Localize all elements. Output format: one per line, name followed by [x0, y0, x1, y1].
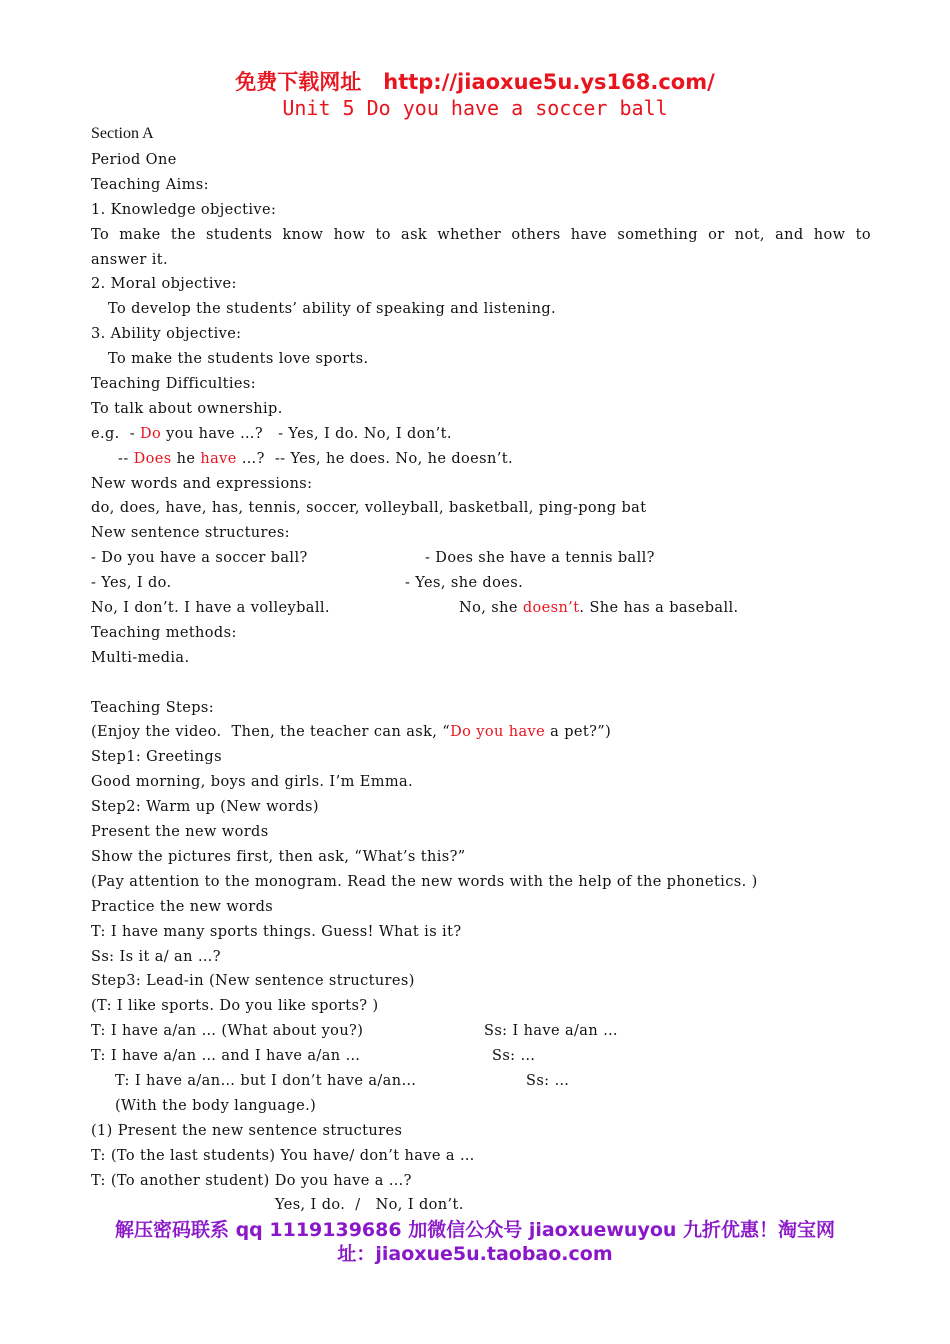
video-b: a pet?”)	[545, 724, 612, 741]
dialog-3-right: Ss: …	[526, 1072, 570, 1089]
steps-heading: Teaching Steps:	[91, 699, 215, 716]
dialog-2-right: Ss: …	[492, 1048, 536, 1065]
video-a: (Enjoy the video. Then, the teacher can ask, “	[91, 724, 451, 741]
methods-heading: Teaching methods:	[91, 624, 237, 641]
example-line-1	[91, 422, 871, 447]
dialog-row-2	[91, 1044, 871, 1069]
moral-text: To develop the students’ ability of speaking and listening.	[108, 301, 557, 318]
eg1-rest: you have …? - Yes, I do. No, I don’t.	[161, 425, 452, 442]
difficulties-heading: Teaching Difficulties:	[91, 376, 257, 393]
video-line	[91, 720, 871, 745]
eg1-prefix: e.g. -	[91, 425, 141, 442]
present-words: Present the new words	[91, 824, 269, 841]
practice-words: Practice the new words	[91, 898, 274, 915]
body-language: (With the body language.)	[115, 1097, 317, 1114]
structure-2-left: - Yes, I do.	[91, 575, 172, 592]
structure-3-right	[459, 596, 739, 621]
eg2-have: have	[200, 450, 237, 467]
example-line-2	[91, 447, 871, 472]
eg2-prefix: --	[108, 450, 134, 467]
period-line: Period One	[91, 152, 177, 168]
show-pictures: Show the pictures first, then ask, “What’s this?”	[91, 848, 466, 865]
greeting-line: Good morning, boys and girls. I’m Emma.	[91, 774, 414, 791]
teacher-sports: T: I have many sports things. Guess! What is it?	[91, 923, 462, 940]
step3-heading: Step3: Lead-in (New sentence structures)	[91, 973, 415, 990]
structure-row-2	[91, 571, 871, 596]
students-guess: Ss: Is it a/ an …?	[91, 948, 221, 965]
yes-no-answer: Yes, I do. / No, I don’t.	[275, 1197, 464, 1214]
header-download	[0, 66, 950, 96]
eg2-rest: …? -- Yes, he does. No, he doesn’t.	[236, 450, 513, 467]
present-structures: (1) Present the new sentence structures	[91, 1122, 403, 1139]
dialog-1-right: Ss: I have a/an …	[484, 1023, 618, 1040]
page-title: Unit 5 Do you have a soccer ball	[282, 96, 668, 120]
dialog-1-left: T: I have a/an … (What about you?)	[91, 1023, 364, 1040]
structure-row-1	[91, 546, 871, 571]
ability-heading: 3. Ability objective:	[91, 326, 242, 343]
structure-3-left: No, I don’t. I have a volleyball.	[91, 600, 330, 617]
aims-heading: Teaching Aims:	[91, 176, 209, 193]
dialog-2-left: T: I have a/an … and I have a/an …	[91, 1048, 361, 1065]
words-list: do, does, have, has, tennis, soccer, volleyball, basketball, ping-pong bat	[91, 500, 647, 517]
ability-text: To make the students love sports.	[108, 351, 369, 368]
teacher-another: T: (To another student) Do you have a …?	[91, 1172, 412, 1189]
dialog-row-1	[91, 1019, 871, 1044]
structure-3-right-red: doesn’t	[522, 600, 580, 617]
footer-line-2[interactable]: 址：jiaoxue5u.taobao.com	[337, 1243, 613, 1265]
footer-promo	[0, 1218, 950, 1266]
structures-heading: New sentence structures:	[91, 525, 290, 542]
structure-1-left: - Do you have a soccer ball?	[91, 550, 308, 567]
step2-heading: Step2: Warm up (New words)	[91, 799, 319, 816]
eg2-he: he	[171, 450, 201, 467]
methods-text: Multi-media.	[91, 649, 190, 666]
knowledge-text-1: To make the students know how to ask whether others have something or not, and how to	[91, 226, 871, 243]
footer-line-1: 解压密码联系 qq 1119139686 加微信公众号 jiaoxuewuyou 九折优惠！淘宝网	[114, 1219, 836, 1241]
eg2-does: Does	[133, 450, 172, 467]
words-heading: New words and expressions:	[91, 475, 313, 492]
structure-2-right: - Yes, she does.	[405, 575, 524, 592]
structure-3-right-a: No, she	[459, 600, 523, 617]
structure-row-3	[91, 596, 871, 621]
difficulties-text: To talk about ownership.	[91, 400, 283, 417]
dialog-row-3	[91, 1069, 871, 1094]
knowledge-text-2: answer it.	[91, 251, 169, 268]
section-label: Section A	[91, 125, 154, 142]
teacher-like: (T: I like sports. Do you like sports? )	[91, 998, 379, 1015]
video-red: Do you have	[450, 724, 546, 741]
header-site-url[interactable]: http://jiaoxue5u.ys168.com/	[383, 70, 715, 94]
knowledge-heading: 1. Knowledge objective:	[91, 201, 277, 218]
lesson-body	[91, 148, 871, 1218]
structure-3-right-b: . She has a baseball.	[579, 600, 739, 617]
monogram-line: (Pay attention to the monogram. Read the new words with the help of the phonetics. )	[91, 873, 758, 890]
step1-heading: Step1: Greetings	[91, 749, 222, 766]
teacher-last: T: (To the last students) You have/ don’t have a …	[91, 1147, 475, 1164]
header-site-label: 免费下载网址	[235, 70, 362, 94]
dialog-3-left: T: I have a/an… but I don’t have a/an…	[115, 1072, 417, 1089]
eg1-do: Do	[140, 425, 162, 442]
moral-heading: 2. Moral objective:	[91, 276, 237, 293]
structure-1-right: - Does she have a tennis ball?	[425, 550, 655, 567]
blank-line	[91, 671, 871, 696]
